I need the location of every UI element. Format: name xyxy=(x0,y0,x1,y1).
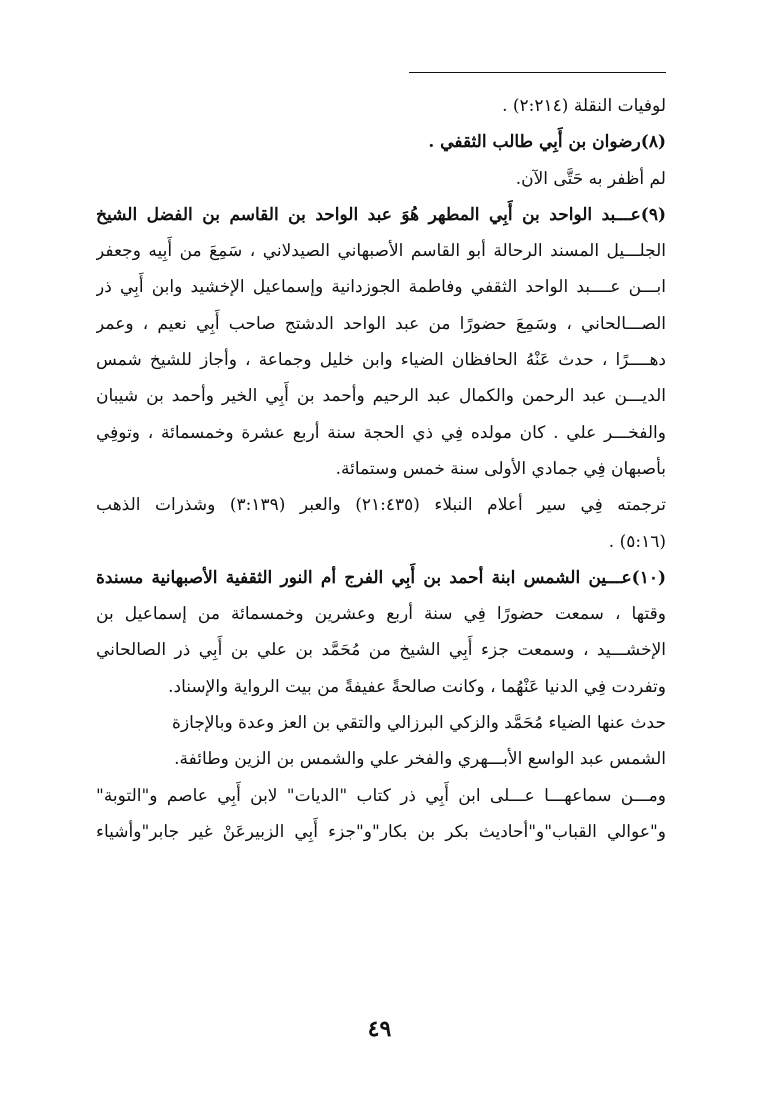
text-line-13: (٥:١٦) . xyxy=(608,531,666,552)
text-line-20: ومـــن سماعهـــا عـــلى ابن أَبِي ذر كتاب "الديات" لابن أَبِي عاصم و"التوبة" xyxy=(96,785,666,806)
text-line-16: الإخشـــيد ، وسمعت جزء أَبِي الشيخ من مُحَمَّد بن علي بن أَبِي ذر الصالحاني xyxy=(96,640,666,661)
text-line-5: الجلـــيل المسند الرحالة أبو القاسم الأصبهاني الصيدلاني ، سَمِعَ من أَبِيه وجعفر xyxy=(96,241,666,262)
entry-heading-10: (١٠)عـــين الشمس ابنة أحمد بن أَبِي الفرج أم النور الثقفية الأصبهانية مسندة xyxy=(96,567,666,588)
text-line-21: و"عوالي القباب"و"أحاديث بكر بن بكار"و"جزء أَبِي الزبيرعَنْ غير جابر"وأشياء xyxy=(96,821,666,842)
text-line-3: لم أظفر به حَتَّى الآن. xyxy=(515,168,666,189)
page-number: ٤٩ xyxy=(367,1016,392,1042)
text-line-19: الشمس عبد الواسع الأبـــهري والفخر علي والشمس بن الزين وطائفة. xyxy=(174,749,666,770)
text-line-11: بأصبهان فِي جمادي الأولى سنة خمس وستمائة. xyxy=(335,458,666,479)
text-line-12: ترجمته فِي سير أعلام النبلاء (٢١:٤٣٥) والعبر (٣:١٣٩) وشذرات الذهب xyxy=(96,495,666,516)
text-line-8: دهــــرًا ، حدث عَنْهُ الحافظان الضياء وابن خليل وجماعة ، وأجاز للشيخ شمس xyxy=(96,350,666,371)
text-line-18: حدث عنها الضياء مُحَمَّد والزكي البرزالي والتقي بن العز وعدة وبالإجازة xyxy=(172,713,666,734)
text-line-17: وتفردت فِي الدنيا عَنْهُما ، وكانت صالحةً عفيفةً من بيت الرواية والإسناد. xyxy=(168,676,666,697)
entry-heading-8: (٨)رضوان بن أَبِي طالب الثقفي . xyxy=(428,132,666,153)
footnote-text-block xyxy=(96,88,666,850)
text-line-1: لوفيات النقلة (٢:٢١٤) . xyxy=(502,96,666,116)
entry-heading-9: (٩)عـــبد الواحد بن أَبِي المطهر هُوَ عبد الواحد بن القاسم بن الفضل الشيخ xyxy=(96,204,666,225)
footnote-separator-rule xyxy=(409,72,666,73)
text-line-15: وقتها ، سمعت حضورًا فِي سنة أربع وعشرين وخمسمائة من إسماعيل بن xyxy=(96,604,666,625)
text-line-6: ابـــن عــــبد الواحد الثقفي وفاطمة الجوزدانية وإسماعيل الإخشيد وابن أَبِي ذر xyxy=(96,277,666,298)
text-line-10: والفخـــر علي . كان مولده فِي ذي الحجة سنة أربع عشرة وخمسمائة ، وتوفِي xyxy=(96,422,666,443)
text-line-7: الصـــالحاني ، وسَمِعَ حضورًا من عبد الواحد الدشتج صاحب أَبِي نعيم ، وعمر xyxy=(96,313,666,334)
text-line-9: الديـــن عبد الرحمن والكمال عبد الرحيم وأحمد بن أَبِي الخير وأحمد بن شيبان xyxy=(96,386,666,407)
